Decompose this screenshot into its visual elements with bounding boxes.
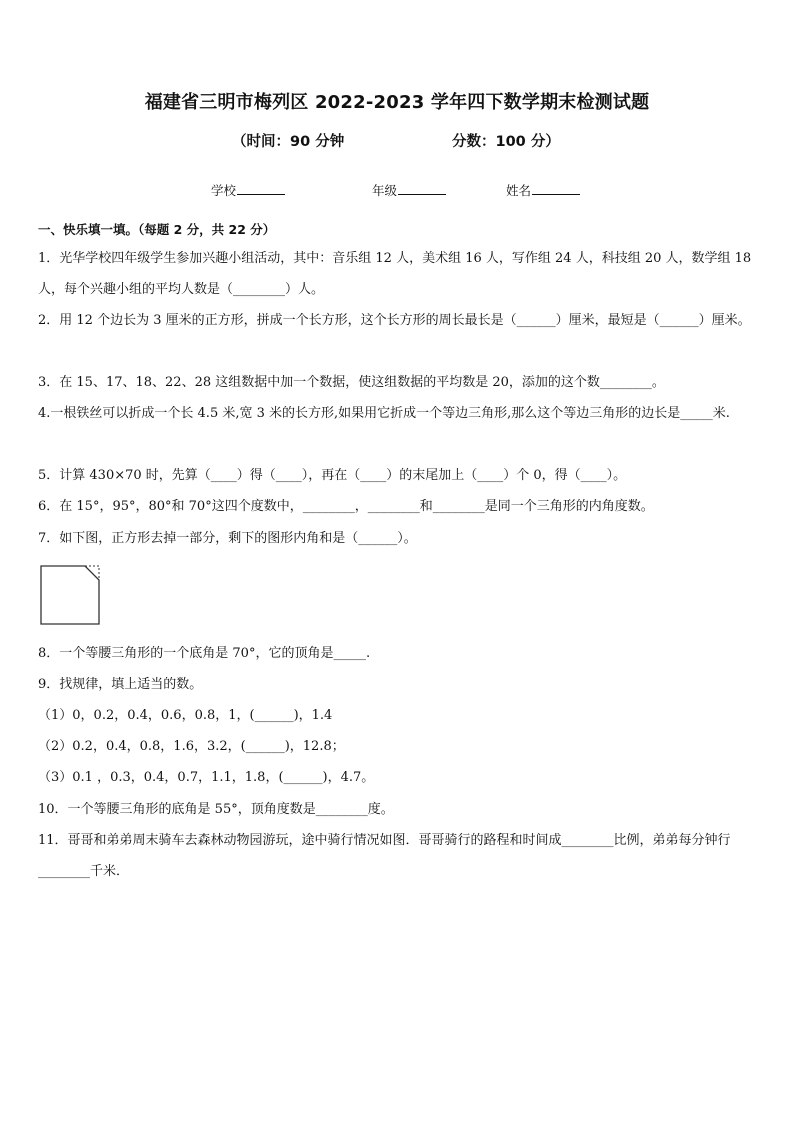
exam-score: 分数：100 分） xyxy=(452,134,560,150)
question-10: 10．一个等腰三角形的底角是 55°，顶角度数是________度。 xyxy=(38,802,394,817)
cut-square-figure xyxy=(40,565,100,625)
question-9: 9．找规律，填上适当的数。 xyxy=(38,677,203,692)
grade-label: 年级 xyxy=(372,183,398,198)
question-6: 6．在 15°，95°，80°和 70°这四个度数中，________，________和________是同一个三角形的内角度数。 xyxy=(38,499,654,514)
question-5: 5．计算 430×70 时，先算（____）得（____），再在（____）的末尾加上（____）个 0，得（____）。 xyxy=(38,468,627,483)
question-7: 7．如下图，正方形去掉一部分，剩下的图形内角和是（______）。 xyxy=(38,531,417,546)
section-heading: 一、快乐填一填。（每题 2 分，共 22 分） xyxy=(38,222,276,237)
name-blank xyxy=(532,182,580,195)
question-4: 4.一根铁丝可以折成一个长 4.5 米,宽 3 米的长方形,如果用它折成一个等边三角形,那么这个等边三角形的边长是_____米. xyxy=(38,406,730,421)
question-2: 2．用 12 个边长为 3 厘米的正方形，拼成一个长方形，这个长方形的周长最长是（______）厘米，最短是（______）厘米。 xyxy=(38,313,751,328)
exam-time: （时间：90 分钟 xyxy=(232,134,345,150)
question-11: 11．哥哥和弟弟周末骑车去森林动物园游玩，途中骑行情况如图．哥哥骑行的路程和时间成________比例，弟弟每分钟行________千米． xyxy=(38,833,731,879)
grade-blank xyxy=(398,182,446,195)
question-3: 3．在 15、17、18、22、28 这组数据中加一个数据，使这组数据的平均数是 20，添加的这个数________。 xyxy=(38,375,665,390)
question-9-part-3: （3）0.1 ，0.3，0.4，0.7，1.1，1.8，(______)，4.7。 xyxy=(38,770,375,785)
remaining-shape xyxy=(41,566,99,624)
name-label: 姓名 xyxy=(506,183,532,198)
school-label: 学校 xyxy=(211,183,237,198)
question-8: 8．一个等腰三角形的一个底角是 70°，它的顶角是_____. xyxy=(38,646,371,661)
grade-field xyxy=(372,181,446,199)
exam-title: 福建省三明市梅列区 2022-2023 学年四下数学期末检测试题 xyxy=(144,92,650,113)
name-field xyxy=(506,181,580,199)
school-field xyxy=(211,181,285,199)
question-1: 1．光华学校四年级学生参加兴趣小组活动，其中：音乐组 12 人，美术组 16 人，写作组 24 人，科技组 20 人，数学组 18 人，每个兴趣小组的平均人数是（________）人。 xyxy=(38,251,752,297)
question-9-part-1: （1）0，0.2，0.4，0.6，0.8，1，(______)，1.4 xyxy=(38,708,333,723)
question-9-part-2: （2）0.2，0.4，0.8，1.6，3.2，(______)，12.8； xyxy=(38,739,345,754)
school-blank xyxy=(237,182,285,195)
